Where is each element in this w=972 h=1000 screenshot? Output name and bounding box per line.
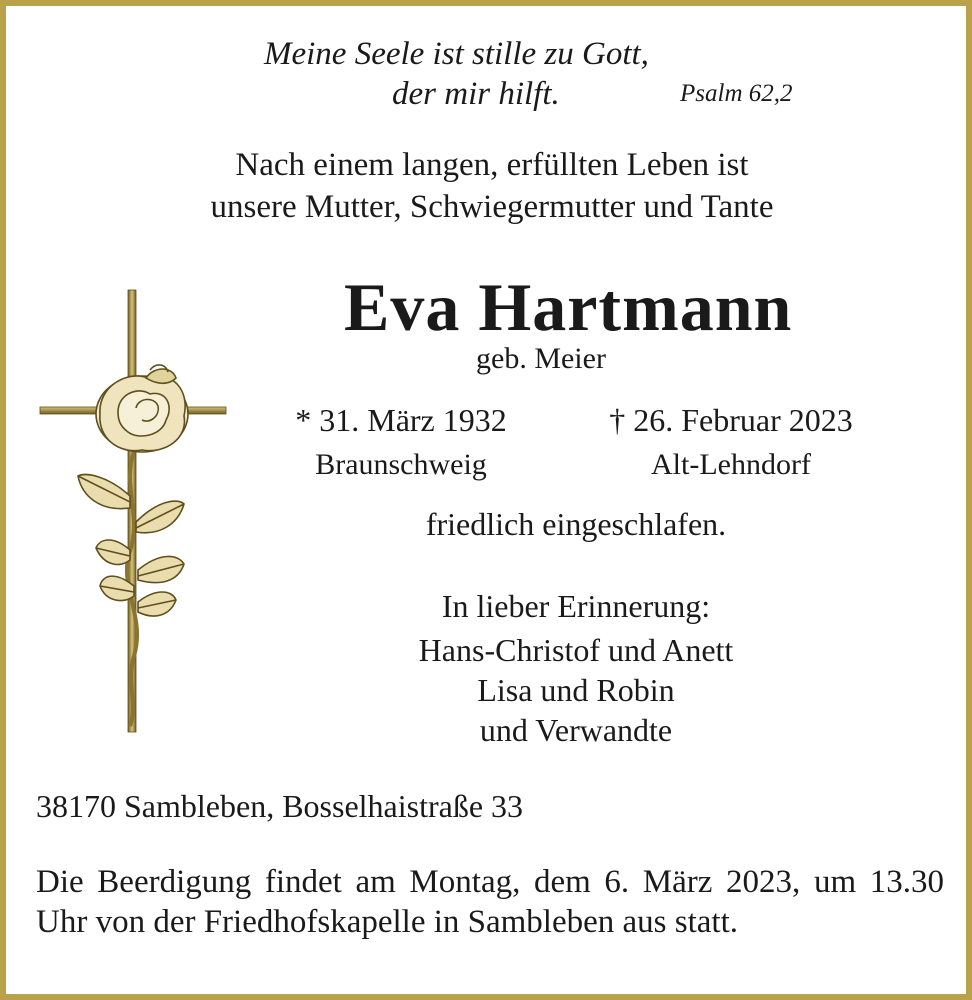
mourners-line-3: und Verwandte bbox=[479, 712, 673, 748]
psalm-reference: Psalm 62,2 bbox=[680, 80, 793, 107]
funeral-notice: Die Beerdigung findet am Montag, dem 6. März 2023, um 13.30 Uhr von der Friedhofskapelle in Sambleben aus statt. bbox=[36, 864, 944, 940]
verse-line-1: Meine Seele ist stille zu Gott, bbox=[264, 36, 649, 72]
intro-line-1: Nach einem langen, erfüllten Leben ist bbox=[235, 147, 749, 183]
family-address: 38170 Sambleben, Bosselhaistraße 33 bbox=[36, 788, 524, 824]
intro-line-2: unsere Mutter, Schwiegermutter und Tante bbox=[210, 189, 774, 225]
birth-place: Braunschweig bbox=[315, 448, 487, 481]
verse-line-2: der mir hilft. bbox=[392, 76, 560, 112]
maiden-name: geb. Meier bbox=[476, 342, 606, 375]
mourners-line-1: Hans-Christof und Anett bbox=[418, 632, 734, 668]
death-place: Alt-Lehndorf bbox=[651, 448, 811, 481]
passing-statement: friedlich eingeschlafen. bbox=[425, 506, 727, 542]
birth-date: * 31. März 1932 bbox=[295, 402, 507, 438]
mourners-heading: In lieber Erinnerung: bbox=[441, 588, 711, 624]
cross-with-rose-icon bbox=[38, 286, 228, 736]
death-date: † 26. Februar 2023 bbox=[609, 402, 853, 438]
deceased-name: Eva Hartmann bbox=[344, 269, 793, 345]
mourners-line-2: Lisa und Robin bbox=[477, 672, 675, 708]
